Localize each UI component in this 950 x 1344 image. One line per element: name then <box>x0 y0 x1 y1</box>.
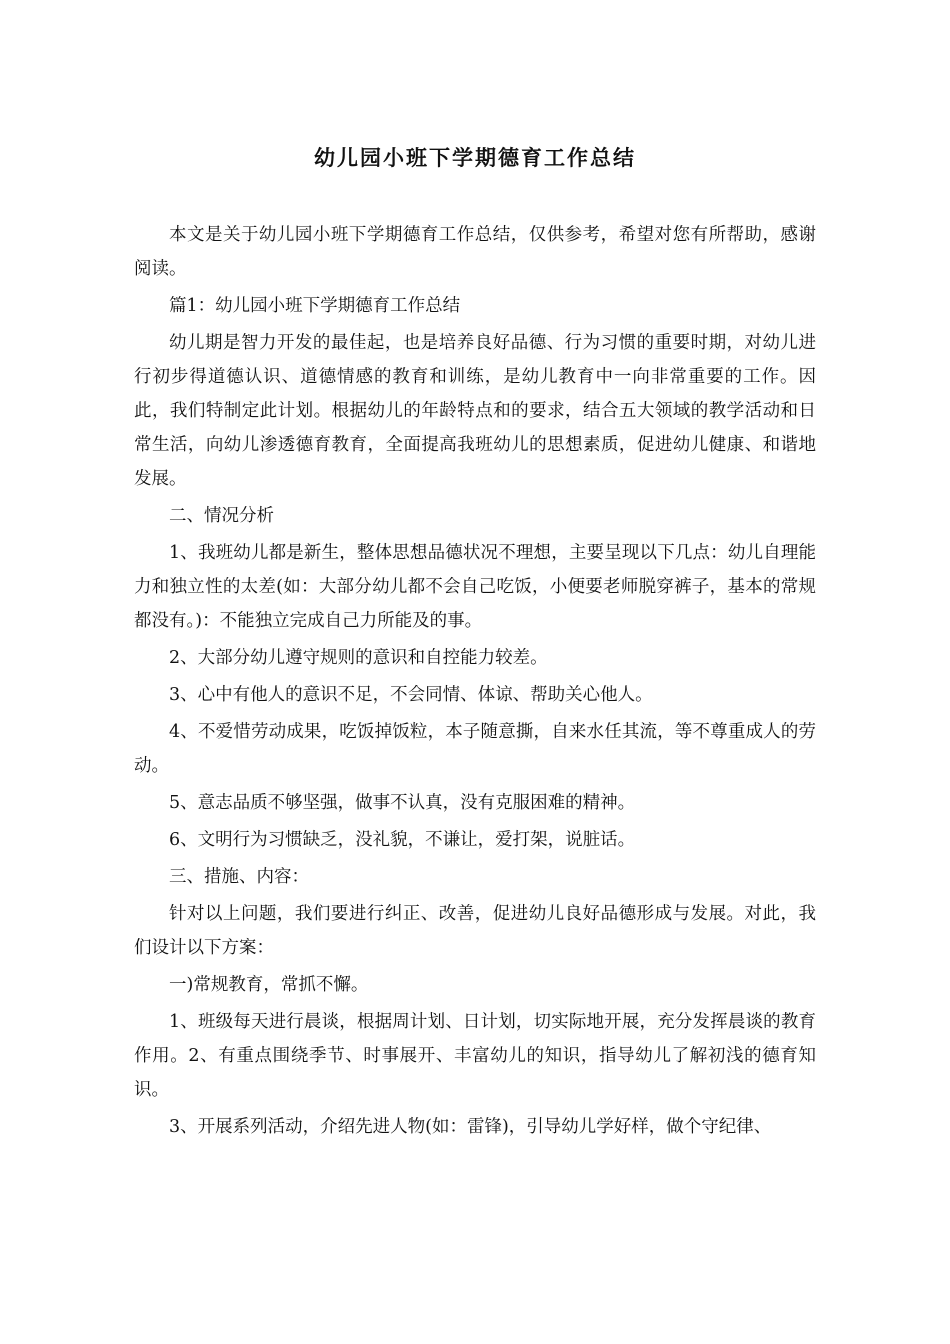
paragraph-intro: 本文是关于幼儿园小班下学期德育工作总结，仅供参考，希望对您有所帮助，感谢阅读。 <box>134 225 816 279</box>
paragraph-list-item: 4、不爱惜劳动成果，吃饭掉饭粒，本子随意撕，自来水任其流，等不尊重成人的劳动。 <box>134 722 816 776</box>
paragraph-section-heading: 篇1：幼儿园小班下学期德育工作总结 <box>169 296 461 316</box>
paragraph-list-item: 1、班级每天进行晨谈，根据周计划、日计划，切实际地开展，充分发挥晨谈的教育作用。2、有重点围绕季节、时事展开、丰富幼儿的知识，指导幼儿了解初浅的德育知识。 <box>134 1012 816 1100</box>
paragraph-list-item: 2、大部分幼儿遵守规则的意识和自控能力较差。 <box>169 648 548 668</box>
paragraph-list-item: 1、我班幼儿都是新生，整体思想品德状况不理想，主要呈现以下几点：幼儿自理能力和独立性的太差(如：大部分幼儿都不会自己吃饭，小便要老师脱穿裤子，基本的常规都没有。)：不能独立完成自己力所能及的事。 <box>134 543 816 631</box>
paragraph-heading: 二、情况分析 <box>169 506 274 526</box>
paragraph-heading: 三、措施、内容： <box>169 867 309 887</box>
paragraph-list-item: 3、心中有他人的意识不足，不会同情、体谅、帮助关心他人。 <box>169 685 653 705</box>
document-title: 幼儿园小班下学期德育工作总结 <box>314 145 636 170</box>
paragraph-list-item: 6、文明行为习惯缺乏，没礼貌，不谦让，爱打架，说脏话。 <box>169 830 636 850</box>
paragraph-list-item: 3、开展系列活动，介绍先进人物(如：雷锋)，引导幼儿学好样，做个守纪律、 <box>169 1117 772 1137</box>
paragraph: 幼儿期是智力开发的最佳起，也是培养良好品德、行为习惯的重要时期，对幼儿进行初步得道德认识、道德情感的教育和训练，是幼儿教育中一向非常重要的工作。因此，我们特制定此计划。根据幼儿的年龄特点和的要求，结合五大领域的教学活动和日常生活，向幼儿渗透德育教育，全面提高我班幼儿的思想素质，促进幼儿健康、和谐地发展。 <box>134 333 816 489</box>
paragraph: 针对以上问题，我们要进行纠正、改善，促进幼儿良好品德形成与发展。对此，我们设计以下方案： <box>134 904 816 958</box>
paragraph-subheading: 一)常规教育，常抓不懈。 <box>169 975 369 995</box>
paragraph-list-item: 5、意志品质不够坚强，做事不认真，没有克服困难的精神。 <box>169 793 636 813</box>
document-body <box>134 218 816 1147</box>
